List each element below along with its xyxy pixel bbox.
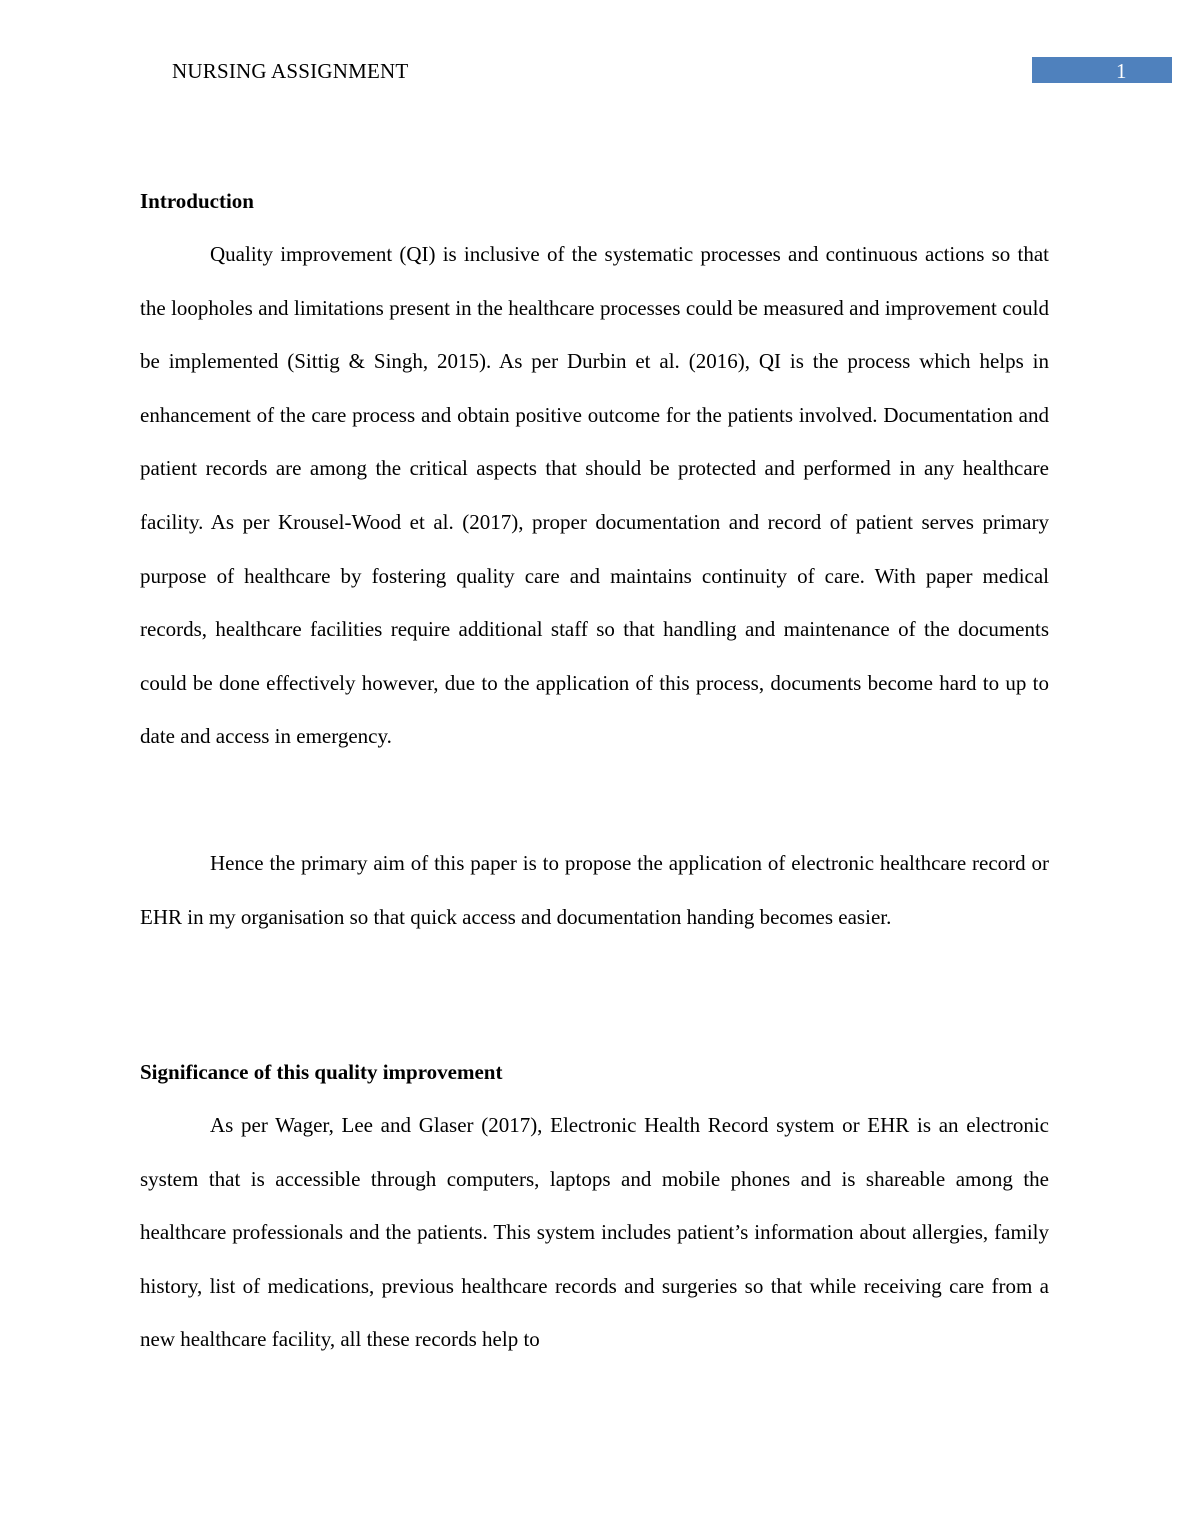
- page-number: 1: [1116, 59, 1127, 83]
- significance-paragraph-1: As per Wager, Lee and Glaser (2017), Electronic Health Record system or EHR is an electronic system that is accessible through computers, laptops and mobile phones and is shareable among the healthcare professionals and the patients. This system includes patient’s information about allergies, family history, list of medications, previous healthcare records and surgeries so that while receiving care from a new healthcare facility, all these records help to: [140, 1113, 1049, 1352]
- section-heading-significance: Significance of this quality improvement: [140, 1060, 503, 1084]
- intro-paragraph-2: Hence the primary aim of this paper is to propose the application of electronic healthcare record or EHR in my organisation so that quick access and documentation handing becomes easier.: [140, 851, 1049, 929]
- page-number-box: [1032, 57, 1172, 83]
- running-head: NURSING ASSIGNMENT: [172, 59, 409, 83]
- intro-paragraph-1: Quality improvement (QI) is inclusive of the systematic processes and continuous actions so that the loopholes and limitations present in the healthcare processes could be measured and improvement could be implemented (Sittig & Singh, 2015). As per Durbin et al. (2016), QI is the process which helps in enhancement of the care process and obtain positive outcome for the patients involved. Documentation and patient records are among the critical aspects that should be protected and performed in any healthcare facility. As per Krousel-Wood et al. (2017), proper documentation and record of patient serves primary purpose of healthcare by fostering quality care and maintains continuity of care. With paper medical records, healthcare facilities require additional staff so that handling and maintenance of the documents could be done effectively however, due to the application of this process, documents become hard to up to date and access in emergency.: [140, 242, 1049, 749]
- section-heading-introduction: Introduction: [140, 189, 254, 213]
